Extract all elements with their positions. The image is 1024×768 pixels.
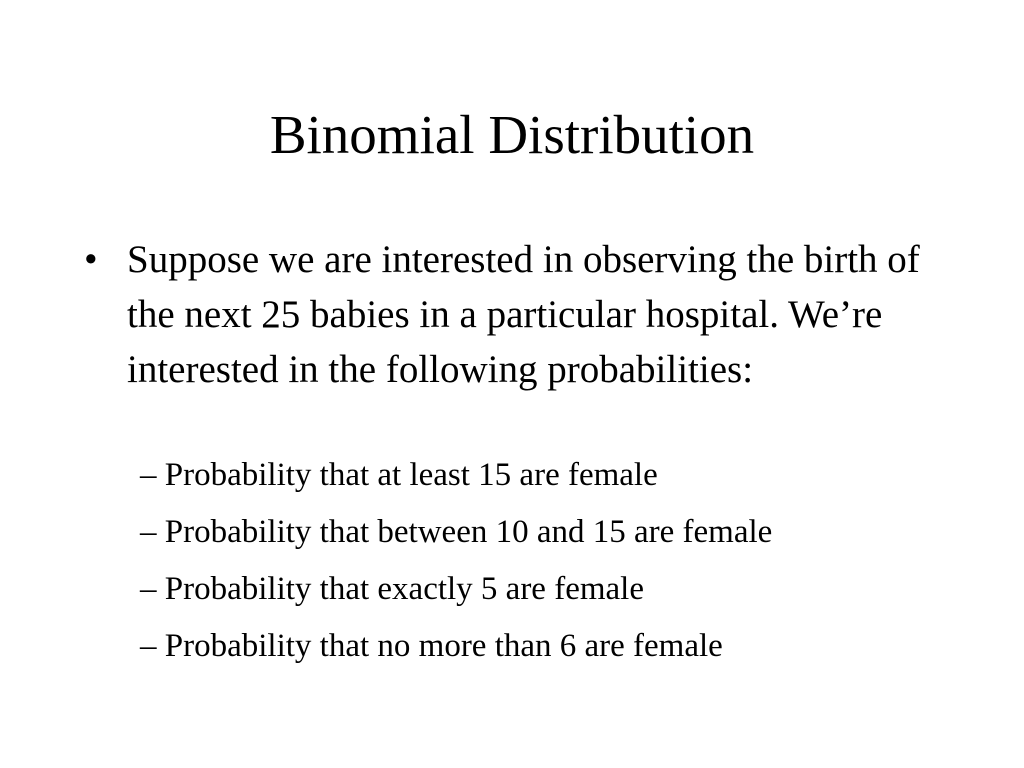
sub-bullet-item: – Probability that at least 15 are female (140, 457, 658, 493)
bullet-marker: • (84, 238, 98, 281)
main-bullet (84, 232, 924, 397)
sub-bullet-list (140, 456, 1000, 684)
slide-title: Binomial Distribution (269, 104, 755, 165)
sub-bullet-item: – Probability that exactly 5 are female (140, 571, 644, 607)
main-bullet-text: Suppose we are interested in observing the birth of the next 25 babies in a particular hospital. We’re interested in the following probabilities: (127, 238, 920, 391)
sub-bullet-item: – Probability that no more than 6 are female (140, 628, 723, 664)
sub-bullet-item: – Probability that between 10 and 15 are female (140, 514, 773, 550)
